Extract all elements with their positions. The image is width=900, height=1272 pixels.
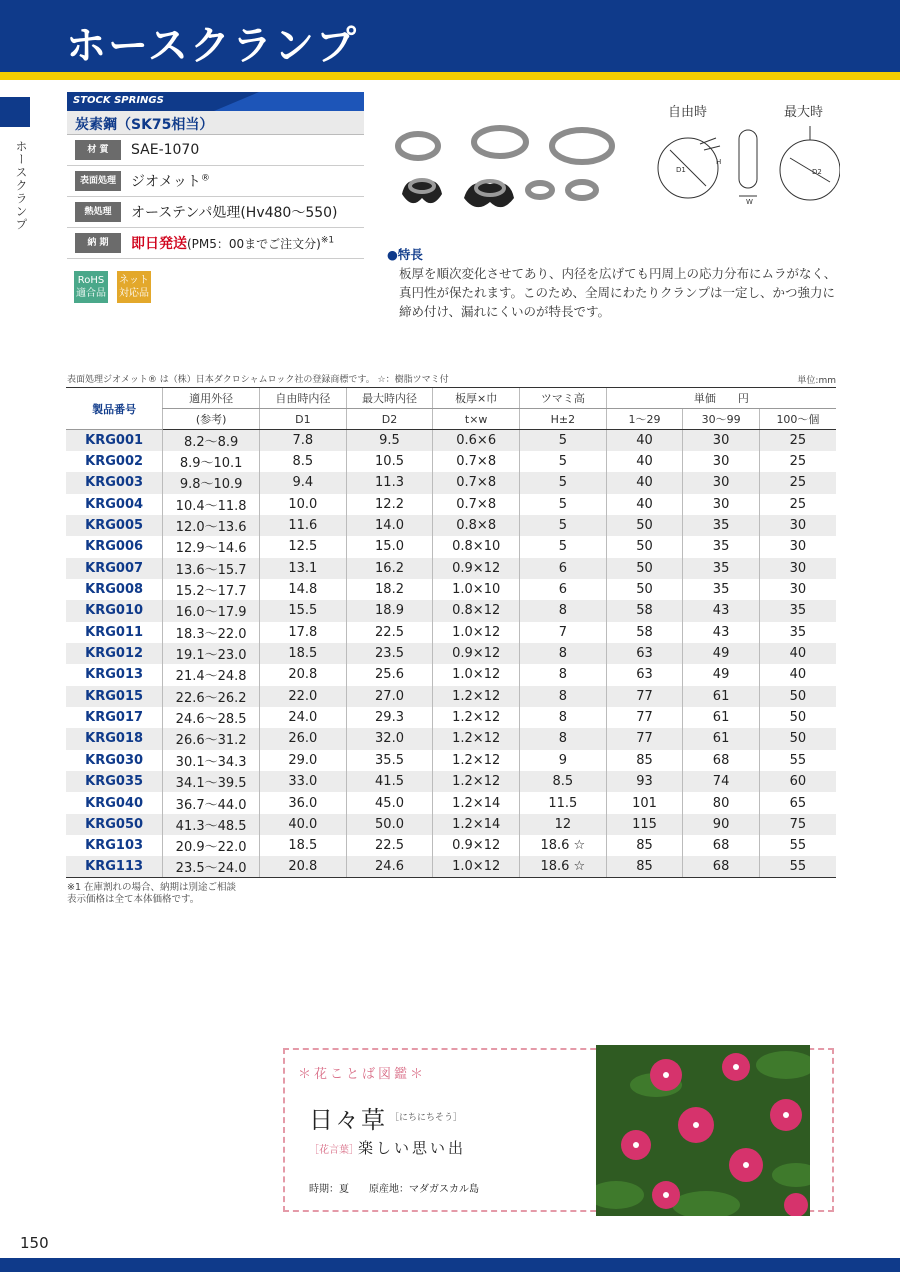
table-cell: 12.5: [260, 536, 347, 557]
footnote: ※1 在庫割れの場合、納期は別途ご相談: [67, 882, 237, 893]
spec-value-text: ジオメット: [131, 174, 201, 190]
table-cell: 15.2〜17.7: [163, 579, 260, 600]
table-cell: 10.4〜11.8: [163, 494, 260, 515]
table-cell: 77: [606, 686, 683, 707]
table-cell: 1.0×12: [433, 856, 520, 877]
table-row: [66, 792, 836, 813]
table-cell: 23.5: [346, 643, 433, 664]
table-cell: 5: [520, 430, 607, 451]
spec-label: 表面処理: [75, 171, 121, 191]
table-cell: 30: [759, 558, 836, 579]
side-section-label: ホースクランプ: [14, 140, 28, 231]
dimension-diagram: [650, 122, 840, 212]
table-row: [66, 451, 836, 472]
table-cell: 1.2×12: [433, 707, 520, 728]
product-code: KRG017: [85, 710, 144, 726]
table-cell: 0.8×12: [433, 600, 520, 621]
flower-card-title: ＊花ことば図鑑＊: [298, 1067, 427, 1082]
flower-reading: ［にちにちそう］: [390, 1113, 463, 1123]
flower-info: 時期：夏 原産地：マダガスカル島: [309, 1184, 479, 1195]
table-cell: 30.1〜34.3: [163, 750, 260, 771]
features-title: ●特長: [387, 247, 423, 262]
delivery-highlight: 即日発送: [131, 236, 187, 252]
table-cell: 1.2×14: [433, 814, 520, 835]
table-row: [66, 430, 836, 451]
table-cell: 49: [683, 664, 760, 685]
table-cell: 11.3: [346, 472, 433, 493]
page-number: 150: [20, 1234, 49, 1252]
table-cell: 43: [683, 622, 760, 643]
unit-label: 単位:mm: [797, 376, 836, 386]
table-cell: 12.9〜14.6: [163, 536, 260, 557]
table-cell: 90: [683, 814, 760, 835]
table-cell: 25: [759, 494, 836, 515]
table-cell: 49: [683, 643, 760, 664]
product-code: KRG011: [85, 624, 144, 640]
table-cell: 7.8: [260, 430, 347, 451]
table-cell: 27.0: [346, 686, 433, 707]
table-cell: 0.9×12: [433, 835, 520, 856]
spec-panel: [67, 92, 364, 259]
table-cell: 5: [520, 451, 607, 472]
features-section: [387, 245, 847, 321]
table-row: [66, 643, 836, 664]
product-code: KRG004: [85, 496, 144, 512]
table-row: [66, 536, 836, 557]
table-cell: 68: [683, 856, 760, 877]
product-code: KRG035: [66, 771, 163, 792]
table-cell: 40: [606, 430, 683, 451]
table-cell: 18.2: [346, 579, 433, 600]
table-cell: 35: [683, 536, 760, 557]
material-title: 炭素鋼（SK75相当）: [67, 111, 364, 135]
table-cell: 13.6〜15.7: [163, 558, 260, 579]
table-cell: 26.0: [260, 728, 347, 749]
col-d2-sub: D2: [346, 409, 433, 430]
table-cell: 30: [759, 536, 836, 557]
table-cell: 0.8×10: [433, 536, 520, 557]
table-cell: 29.0: [260, 750, 347, 771]
table-cell: 13.1: [260, 558, 347, 579]
table-cell: 7: [520, 622, 607, 643]
table-cell: 55: [759, 856, 836, 877]
flower-name: 日々草: [309, 1106, 387, 1134]
table-cell: 10.5: [346, 451, 433, 472]
table-cell: 24.6: [346, 856, 433, 877]
table-cell: 40: [606, 494, 683, 515]
rohs-badge: RoHS 適合品: [74, 271, 108, 303]
table-cell: 30: [759, 579, 836, 600]
table-cell: 29.3: [346, 707, 433, 728]
table-cell: 11.5: [520, 792, 607, 813]
table-row: [66, 707, 836, 728]
table-cell: 21.4〜24.8: [163, 664, 260, 685]
table-cell: 58: [606, 600, 683, 621]
flower-language: 楽しい思い出: [358, 1139, 467, 1157]
table-cell: 77: [606, 707, 683, 728]
table-cell: 61: [683, 707, 760, 728]
table-cell: 0.7×8: [433, 494, 520, 515]
table-row: [66, 814, 836, 835]
table-cell: 8.5: [260, 451, 347, 472]
table-cell: 1.2×12: [433, 750, 520, 771]
table-cell: 35: [683, 579, 760, 600]
table-cell: 25.6: [346, 664, 433, 685]
table-cell: 58: [606, 622, 683, 643]
product-code: KRG012: [66, 643, 163, 664]
table-cell: 35: [759, 622, 836, 643]
net-badge: ネット 対応品: [117, 271, 151, 303]
table-cell: 40.0: [260, 814, 347, 835]
table-cell: 10.0: [260, 494, 347, 515]
table-cell: 40: [606, 451, 683, 472]
product-code: KRG002: [85, 454, 144, 470]
table-cell: 22.0: [260, 686, 347, 707]
table-cell: 0.6×6: [433, 430, 520, 451]
product-code: KRG005: [66, 515, 163, 536]
spec-value: [131, 171, 210, 191]
spec-label: 納 期: [75, 233, 121, 253]
table-cell: 5: [520, 515, 607, 536]
table-cell: 18.6 ☆: [520, 856, 607, 877]
table-cell: 30: [683, 472, 760, 493]
table-row: [66, 472, 836, 493]
product-code: KRG040: [85, 795, 144, 811]
table-cell: 55: [759, 750, 836, 771]
table-cell: 9.4: [260, 472, 347, 493]
product-table: [66, 387, 836, 878]
table-cell: 61: [683, 728, 760, 749]
table-cell: 24.0: [260, 707, 347, 728]
table-cell: 8: [520, 686, 607, 707]
table-cell: 35: [683, 515, 760, 536]
table-cell: 17.8: [260, 622, 347, 643]
table-row: [66, 622, 836, 643]
col-d1: 自由時内径: [260, 388, 347, 409]
footnote: 表示価格は全て本体価格です。: [67, 894, 200, 905]
table-cell: 30: [683, 494, 760, 515]
product-code: KRG050: [66, 814, 163, 835]
table-cell: 63: [606, 664, 683, 685]
col-knob-sub: H±2: [520, 409, 607, 430]
table-cell: 61: [683, 686, 760, 707]
table-cell: 43: [683, 600, 760, 621]
product-code: KRG001: [66, 430, 163, 451]
table-cell: 50: [606, 536, 683, 557]
col-price-3: 100〜個: [759, 409, 836, 430]
table-cell: 33.0: [260, 771, 347, 792]
table-row: [66, 750, 836, 771]
table-cell: 41.3〜48.5: [163, 814, 260, 835]
table-cell: 20.9〜22.0: [163, 835, 260, 856]
table-row: [66, 835, 836, 856]
col-thick: 板厚×巾: [433, 388, 520, 409]
table-row: [66, 494, 836, 515]
col-price-2: 30〜99: [683, 409, 760, 430]
table-row: [66, 579, 836, 600]
table-cell: 14.0: [346, 515, 433, 536]
table-row: [66, 515, 836, 536]
registered-mark: ®: [200, 173, 210, 184]
table-cell: 30: [683, 451, 760, 472]
product-code: KRG010: [66, 600, 163, 621]
table-cell: 40: [606, 472, 683, 493]
table-cell: 50: [606, 515, 683, 536]
table-cell: 18.3〜22.0: [163, 622, 260, 643]
col-price-1: 1〜29: [606, 409, 683, 430]
spec-label: 熱処理: [75, 202, 121, 222]
trademark-note: 表面処理ジオメット® は（株）日本ダクロシャムロック社の登録商標です。 ☆：樹脂ツマミ付: [67, 375, 449, 385]
svg-text:H: H: [716, 158, 722, 166]
table-cell: 8: [520, 643, 607, 664]
table-cell: 50: [606, 558, 683, 579]
table-cell: 15.0: [346, 536, 433, 557]
table-cell: 16.0〜17.9: [163, 600, 260, 621]
table-cell: 0.8×8: [433, 515, 520, 536]
table-row: [66, 600, 836, 621]
product-code: KRG103: [85, 838, 144, 854]
table-cell: 5: [520, 536, 607, 557]
table-cell: 12.0〜13.6: [163, 515, 260, 536]
table-cell: 40: [759, 643, 836, 664]
table-cell: 65: [759, 792, 836, 813]
table-cell: 12.2: [346, 494, 433, 515]
table-cell: 22.5: [346, 835, 433, 856]
table-cell: 1.0×10: [433, 579, 520, 600]
table-row: [66, 664, 836, 685]
table-cell: 41.5: [346, 771, 433, 792]
table-cell: 0.9×12: [433, 643, 520, 664]
table-cell: 40: [759, 664, 836, 685]
product-code: KRG006: [85, 539, 144, 555]
table-cell: 25: [759, 451, 836, 472]
delivery-note-mark: ※1: [320, 235, 335, 246]
spec-row-heat: [67, 197, 364, 228]
table-cell: 25: [759, 430, 836, 451]
spec-row-material: [67, 135, 364, 166]
table-row: [66, 856, 836, 877]
delivery-detail: (PM5：00までご注文分): [187, 237, 321, 251]
brand-text: STOCK SPRINGS: [73, 95, 164, 106]
table-cell: 1.0×12: [433, 622, 520, 643]
table-cell: 85: [606, 750, 683, 771]
svg-text:W: W: [746, 198, 753, 206]
flower-photo: [596, 1045, 810, 1216]
table-cell: 50: [759, 707, 836, 728]
table-cell: 35.5: [346, 750, 433, 771]
col-d2: 最大時内径: [346, 388, 433, 409]
table-cell: 50: [606, 579, 683, 600]
table-row: [66, 771, 836, 792]
table-row: [66, 686, 836, 707]
table-cell: 25: [759, 472, 836, 493]
table-cell: 9.8〜10.9: [163, 472, 260, 493]
table-cell: 9.5: [346, 430, 433, 451]
table-cell: 1.2×12: [433, 686, 520, 707]
table-cell: 16.2: [346, 558, 433, 579]
product-code: KRG013: [85, 667, 144, 683]
table-cell: 11.6: [260, 515, 347, 536]
table-cell: 30: [683, 430, 760, 451]
table-cell: 8: [520, 600, 607, 621]
col-knob: ツマミ高: [520, 388, 607, 409]
table-cell: 0.7×8: [433, 451, 520, 472]
table-cell: 35: [759, 600, 836, 621]
table-cell: 50: [759, 728, 836, 749]
product-code: KRG008: [85, 582, 144, 598]
product-code: KRG018: [66, 728, 163, 749]
flower-image: [596, 1045, 810, 1216]
col-code: 製品番号: [66, 388, 163, 430]
table-cell: 1.2×14: [433, 792, 520, 813]
table-cell: 85: [606, 835, 683, 856]
spec-value: [131, 233, 334, 253]
table-cell: 45.0: [346, 792, 433, 813]
table-cell: 22.6〜26.2: [163, 686, 260, 707]
table-cell: 0.7×8: [433, 472, 520, 493]
table-cell: 101: [606, 792, 683, 813]
table-cell: 30: [759, 515, 836, 536]
product-code: KRG007: [66, 558, 163, 579]
table-cell: 80: [683, 792, 760, 813]
table-cell: 8.5: [520, 771, 607, 792]
table-cell: 35: [683, 558, 760, 579]
col-price: 単価 円: [606, 388, 836, 409]
table-row: [66, 558, 836, 579]
table-cell: 18.5: [260, 643, 347, 664]
table-row: [66, 728, 836, 749]
spec-row-surface: [67, 166, 364, 197]
table-cell: 115: [606, 814, 683, 835]
table-cell: 24.6〜28.5: [163, 707, 260, 728]
col-thick-sub: t×w: [433, 409, 520, 430]
table-cell: 93: [606, 771, 683, 792]
svg-text:D2: D2: [812, 168, 822, 176]
col-d1-sub: D1: [260, 409, 347, 430]
brand-banner: [67, 92, 364, 111]
col-outer-sub: (参考): [163, 409, 260, 430]
table-cell: 8: [520, 728, 607, 749]
table-cell: 8: [520, 664, 607, 685]
table-cell: 5: [520, 494, 607, 515]
table-cell: 20.8: [260, 664, 347, 685]
table-cell: 1.0×12: [433, 664, 520, 685]
spec-value: SAE-1070: [131, 142, 200, 158]
footer-bar: [0, 1258, 900, 1272]
product-code: KRG015: [66, 686, 163, 707]
table-cell: 18.9: [346, 600, 433, 621]
table-cell: 12: [520, 814, 607, 835]
max-state-label: 最大時: [784, 105, 824, 120]
table-cell: 36.7〜44.0: [163, 792, 260, 813]
free-state-label: 自由時: [668, 105, 708, 120]
table-cell: 74: [683, 771, 760, 792]
table-cell: 50.0: [346, 814, 433, 835]
table-cell: 14.8: [260, 579, 347, 600]
table-cell: 1.2×12: [433, 771, 520, 792]
spec-label: 材 質: [75, 140, 121, 160]
table-cell: 5: [520, 472, 607, 493]
table-cell: 1.2×12: [433, 728, 520, 749]
spec-row-delivery: [67, 228, 364, 259]
table-cell: 55: [759, 835, 836, 856]
product-photo: [392, 118, 622, 218]
table-cell: 6: [520, 579, 607, 600]
table-cell: 50: [759, 686, 836, 707]
table-cell: 23.5〜24.0: [163, 856, 260, 877]
header-accent-stripe: [0, 72, 900, 80]
table-cell: 77: [606, 728, 683, 749]
svg-text:D1: D1: [676, 166, 686, 174]
table-cell: 6: [520, 558, 607, 579]
table-cell: 8.2〜8.9: [163, 430, 260, 451]
table-cell: 8.9〜10.1: [163, 451, 260, 472]
table-cell: 20.8: [260, 856, 347, 877]
table-cell: 0.9×12: [433, 558, 520, 579]
table-cell: 22.5: [346, 622, 433, 643]
spec-value: オーステンパ処理(Hv480〜550): [131, 205, 338, 221]
col-outer: 適用外径: [163, 388, 260, 409]
table-cell: 26.6〜31.2: [163, 728, 260, 749]
page-title: ホースクランプ: [66, 23, 358, 69]
flower-language-label: ［花言葉］: [309, 1145, 359, 1156]
table-cell: 34.1〜39.5: [163, 771, 260, 792]
table-cell: 60: [759, 771, 836, 792]
table-cell: 36.0: [260, 792, 347, 813]
table-cell: 85: [606, 856, 683, 877]
table-body: [66, 430, 836, 878]
table-cell: 68: [683, 750, 760, 771]
table-cell: 9: [520, 750, 607, 771]
product-code: KRG113: [66, 856, 163, 877]
table-cell: 68: [683, 835, 760, 856]
side-tab-marker: [0, 97, 30, 127]
product-code: KRG003: [66, 472, 163, 493]
table-cell: 63: [606, 643, 683, 664]
table-cell: 18.5: [260, 835, 347, 856]
table-cell: 8: [520, 707, 607, 728]
table-cell: 75: [759, 814, 836, 835]
table-cell: 18.6 ☆: [520, 835, 607, 856]
table-cell: 32.0: [346, 728, 433, 749]
table-cell: 19.1〜23.0: [163, 643, 260, 664]
product-code: KRG030: [85, 752, 144, 768]
footnotes: [67, 882, 236, 906]
table-cell: 15.5: [260, 600, 347, 621]
features-text: 板厚を順次変化させてあり、内径を広げても円周上の応力分布にムラがなく、真円性が保たれます。このため、全周にわたりクランプは一定し、かつ強力に締め付け、漏れにくいのが特長です。: [399, 266, 837, 319]
